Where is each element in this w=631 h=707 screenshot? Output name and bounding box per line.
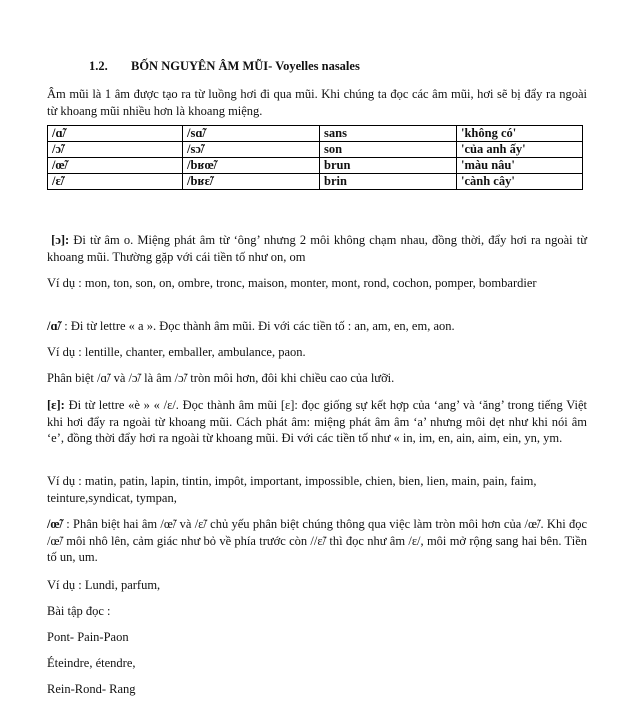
section-number: 1.2.: [89, 59, 108, 73]
table-cell: /ɛ̃/: [48, 174, 183, 190]
oe-nasal-label: /œ̃/: [47, 517, 63, 531]
section-title: BỐN NGUYÊN ÂM MŨI- Voyelles nasales: [131, 59, 360, 73]
table-cell: /sɑ̃/: [183, 126, 320, 142]
table-row: [48, 174, 583, 190]
table-cell: 'màu nâu': [457, 158, 583, 174]
table-cell: /sɔ̃/: [183, 142, 320, 158]
table-cell: /ɑ̃/: [48, 126, 183, 142]
table-cell: /œ̃/: [48, 158, 183, 174]
oe-nasal-paragraph: [47, 516, 587, 566]
o-nasal-example: Ví dụ : mon, ton, son, on, ombre, tronc, maison, monter, mont, rond, cochon, pomper, bombardier: [47, 276, 537, 290]
o-nasal-label: [ɔ]:: [51, 233, 70, 247]
table-cell: /bʁɛ̃/: [183, 174, 320, 190]
oe-nasal-text: : Phân biệt hai âm /œ̃/ và /ɛ̃/ chủ yếu phân biệt chúng thông qua việc làm tròn môi hơn của /œ̃/. Khi đọc /œ̃/ môi nhô lên, cảm giác như bỏ về phía trước còn //ɛ̃/ thì đọc như âm /ɛ/, môi mở rộng sang hai bên. Tiền tố un, um.: [47, 517, 587, 565]
table-row: [48, 158, 583, 174]
a-nasal-example: Ví dụ : lentille, chanter, emballer, ambulance, paon.: [47, 345, 306, 359]
table-row: [48, 126, 583, 142]
table-cell: /ɔ̃/: [48, 142, 183, 158]
table-cell: brun: [320, 158, 457, 174]
section-heading: [89, 59, 360, 74]
o-nasal-text: Đi từ âm o. Miệng phát âm từ ‘ông’ nhưng 2 môi không chạm nhau, đồng thời, đẩy hơi ra ngoài từ khoang mũi. Thường gặp với cái tiền tố như on, om: [47, 233, 587, 264]
exercise-line: Rein-Rond- Rang: [47, 682, 136, 696]
table-cell: 'không có': [457, 126, 583, 142]
exercise-title: Bài tập đọc :: [47, 604, 111, 618]
table-cell: /bʁœ̃/: [183, 158, 320, 174]
oe-nasal-example: Ví dụ : Lundi, parfum,: [47, 578, 161, 592]
a-nasal-paragraph: [47, 318, 587, 335]
intro-paragraph: Âm mũi là 1 âm được tạo ra từ luồng hơi đi qua mũi. Khi chúng ta đọc các âm mũi, hơi sẽ bị đẩy ra ngoài từ khoang mũi nhiều hơn là khoang miệng.: [47, 87, 587, 118]
e-nasal-label: [ɛ]:: [47, 398, 65, 412]
nasal-vowel-table: [47, 125, 583, 190]
table-row: [48, 142, 583, 158]
a-nasal-label: /ɑ̃/: [47, 319, 62, 333]
e-nasal-paragraph: [47, 397, 587, 447]
e-nasal-text: Đi từ lettre «è » « /ɛ/. Đọc thành âm mũi [ɛ]: đọc giống sự kết hợp của ‘ang’ và ‘ăng’ trong tiếng Việt khi hơi đẩy ra ngoài từ khoang mũi. Cách phát âm: miệng phát âm âm ‘a’ nhưng môi dẹt như khi nói âm ‘e’, đồng thời đẩy hơi ra ngoài từ khoang mũi. Đi với các tiền tố như « in, im, en, ain, aim, ein, yn, ym.: [47, 398, 587, 446]
exercise-line: Éteindre, étendre,: [47, 656, 136, 670]
o-nasal-paragraph: [47, 232, 587, 265]
table-cell: 'cành cây': [457, 174, 583, 190]
table-cell: brin: [320, 174, 457, 190]
exercise-line: Pont- Pain-Paon: [47, 630, 129, 644]
a-o-distinction: Phân biệt /ɑ̃/ và /ɔ̃/ là âm /ɔ̃/ tròn môi hơn, đôi khi chiều cao của lưỡi.: [47, 371, 395, 385]
e-nasal-example: Ví dụ : matin, patin, lapin, tintin, impôt, important, impossible, chien, bien, lien, main, pain, faim, teinture,syndicat, tympan,: [47, 474, 537, 505]
a-nasal-text: : Đi từ lettre « a ». Đọc thành âm mũi. Đi với các tiền tố : an, am, en, em, aon.: [61, 319, 455, 333]
table-cell: son: [320, 142, 457, 158]
table-cell: 'của anh ấy': [457, 142, 583, 158]
table-cell: sans: [320, 126, 457, 142]
